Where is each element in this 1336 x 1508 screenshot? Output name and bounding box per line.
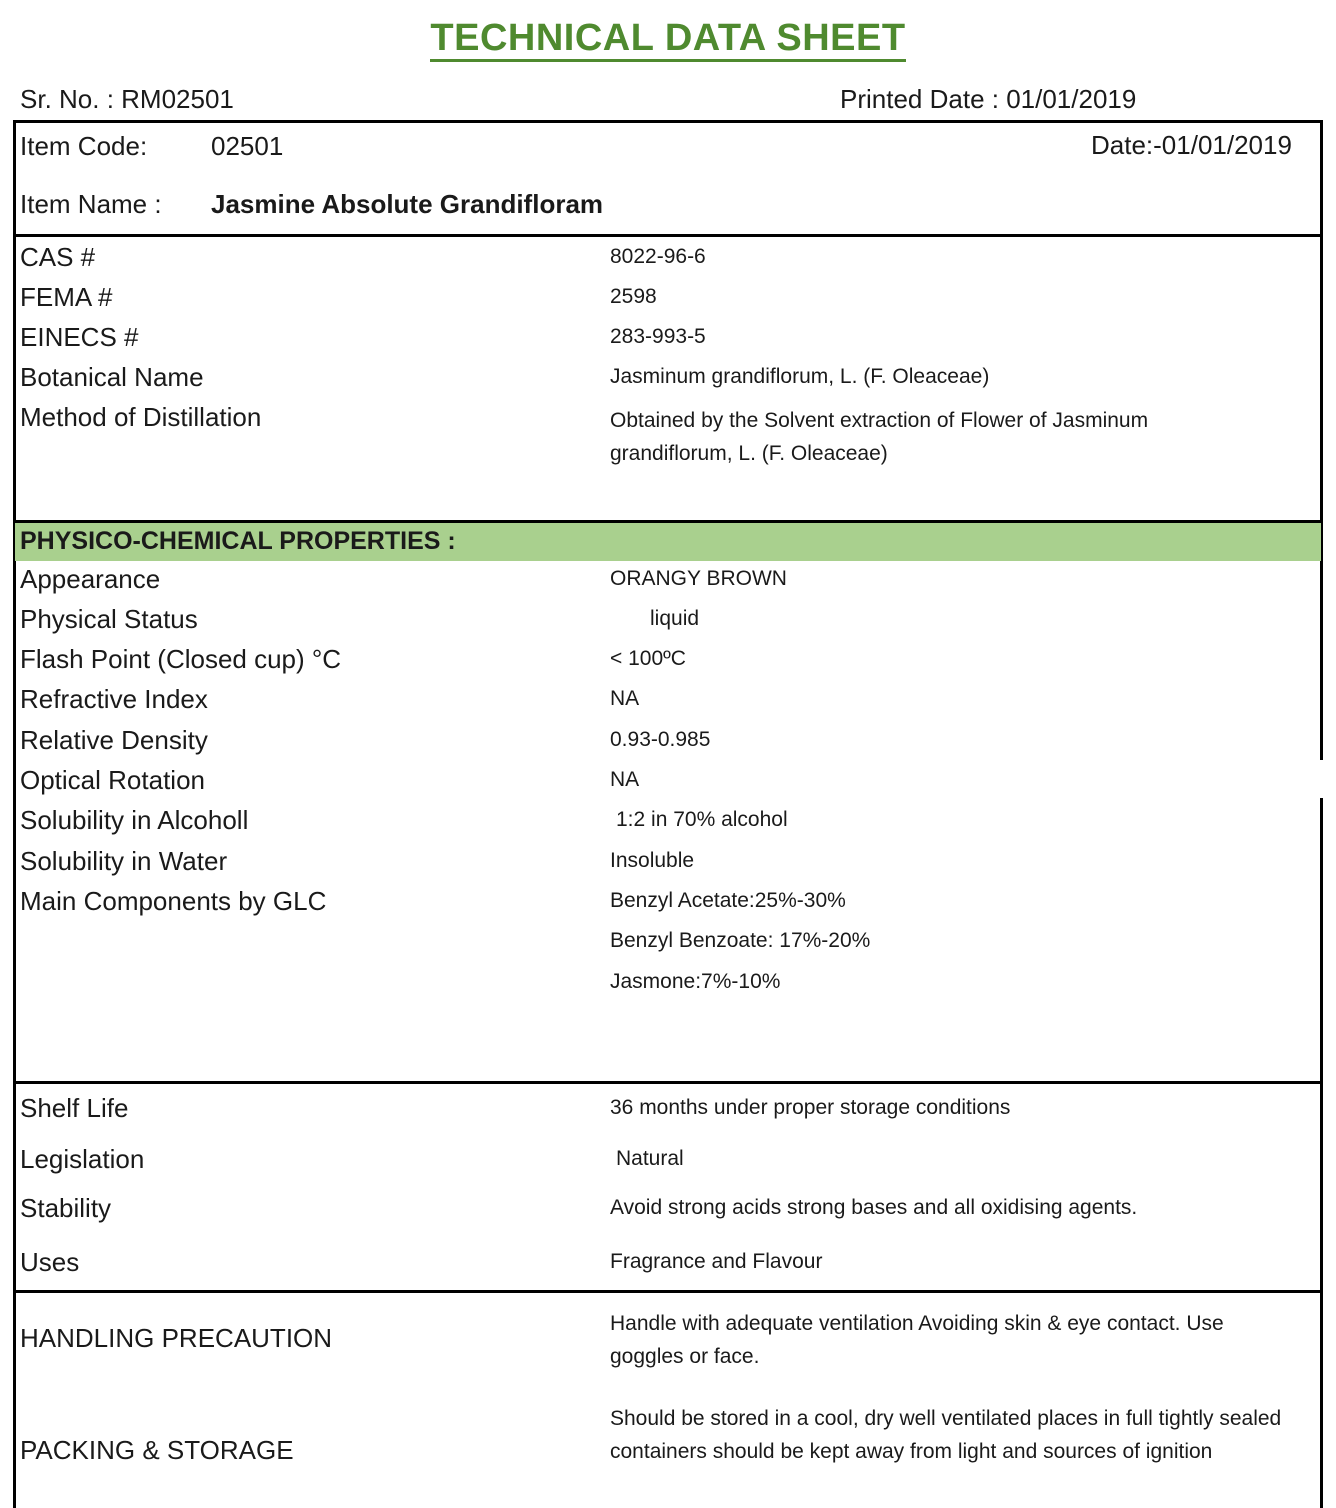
botanical-name-label: Botanical Name bbox=[20, 362, 204, 392]
physical-status-label: Physical Status bbox=[20, 604, 198, 634]
refractive-index-label: Refractive Index bbox=[20, 684, 208, 714]
packing-label: PACKING & STORAGE bbox=[20, 1435, 294, 1465]
fema-value: 2598 bbox=[610, 285, 657, 308]
einecs-label: EINECS # bbox=[20, 322, 139, 352]
component-benzyl-benzoate: Benzyl Benzoate: 17%-20% bbox=[610, 929, 871, 952]
component-benzyl-acetate: Benzyl Acetate:25%-30% bbox=[610, 889, 846, 912]
frame-right-lower bbox=[1320, 798, 1323, 1508]
legislation-label: Legislation bbox=[20, 1144, 145, 1174]
einecs-value: 283-993-5 bbox=[610, 325, 706, 348]
appearance-value: ORANGY BROWN bbox=[610, 567, 787, 590]
printed-date: Printed Date : 01/01/2019 bbox=[840, 84, 1137, 114]
distillation-value: Obtained by the Solvent extraction of Flower of Jasminum grandiflorum, L. (F. Oleaceae) bbox=[610, 409, 1149, 465]
uses-value: Fragrance and Flavour bbox=[610, 1250, 823, 1273]
divider-handling bbox=[13, 1290, 1323, 1293]
solubility-alcohol-value: 1:2 in 70% alcohol bbox=[616, 808, 788, 831]
botanical-name-value: Jasminum grandiflorum, L. (F. Oleaceae) bbox=[610, 365, 990, 388]
physical-status-value: liquid bbox=[650, 607, 700, 630]
main-components-label: Main Components by GLC bbox=[20, 886, 327, 916]
physico-chemical-heading: PHYSICO-CHEMICAL PROPERTIES : bbox=[20, 527, 456, 555]
item-code-value: 02501 bbox=[211, 131, 284, 161]
shelf-life-label: Shelf Life bbox=[20, 1093, 129, 1123]
frame-right-upper bbox=[1320, 120, 1323, 760]
cas-label: CAS # bbox=[20, 242, 96, 272]
solubility-alcohol-label: Solubility in Alcoholl bbox=[20, 805, 249, 835]
handling-label: HANDLING PRECAUTION bbox=[20, 1323, 333, 1353]
packing-value: Should be stored in a cool, dry well ventilated places in full tightly sealed containers should be kept away from light and sources of ignition bbox=[610, 1407, 1282, 1463]
relative-density-value: 0.93-0.985 bbox=[610, 728, 711, 751]
flash-point-value: < 100ºC bbox=[610, 647, 686, 670]
fema-label: FEMA # bbox=[20, 282, 113, 312]
frame-left bbox=[13, 120, 16, 1508]
item-name-label: Item Name : bbox=[20, 189, 162, 219]
item-code-label: Item Code: bbox=[20, 131, 148, 161]
item-name-value: Jasmine Absolute Grandifloram bbox=[211, 189, 604, 219]
frame-top bbox=[13, 120, 1323, 123]
document-title: TECHNICAL DATA SHEET bbox=[0, 16, 1336, 60]
optical-rotation-label: Optical Rotation bbox=[20, 765, 205, 795]
refractive-index-value: NA bbox=[610, 687, 640, 710]
distillation-label: Method of Distillation bbox=[20, 402, 262, 432]
component-jasmone: Jasmone:7%-10% bbox=[610, 970, 781, 993]
solubility-water-value: Insoluble bbox=[610, 849, 695, 872]
serial-number: Sr. No. : RM02501 bbox=[20, 84, 234, 114]
relative-density-label: Relative Density bbox=[20, 725, 208, 755]
physico-chemical-heading-bar bbox=[15, 520, 1321, 561]
cas-value: 8022-96-6 bbox=[610, 245, 706, 268]
uses-label: Uses bbox=[20, 1247, 80, 1277]
legislation-value: Natural bbox=[616, 1147, 684, 1170]
divider-header bbox=[13, 234, 1323, 237]
solubility-water-label: Solubility in Water bbox=[20, 846, 228, 876]
shelf-life-value: 36 months under proper storage conditions bbox=[610, 1096, 1011, 1119]
stability-value: Avoid strong acids strong bases and all oxidising agents. bbox=[610, 1196, 1138, 1219]
optical-rotation-value: NA bbox=[610, 768, 640, 791]
stability-label: Stability bbox=[20, 1193, 112, 1223]
item-date: Date:-01/01/2019 bbox=[1091, 130, 1292, 160]
flash-point-label: Flash Point (Closed cup) °C bbox=[20, 644, 342, 674]
divider-general bbox=[13, 1081, 1323, 1084]
handling-value: Handle with adequate ventilation Avoiding skin & eye contact. Use goggles or face. bbox=[610, 1312, 1224, 1368]
appearance-label: Appearance bbox=[20, 564, 161, 594]
